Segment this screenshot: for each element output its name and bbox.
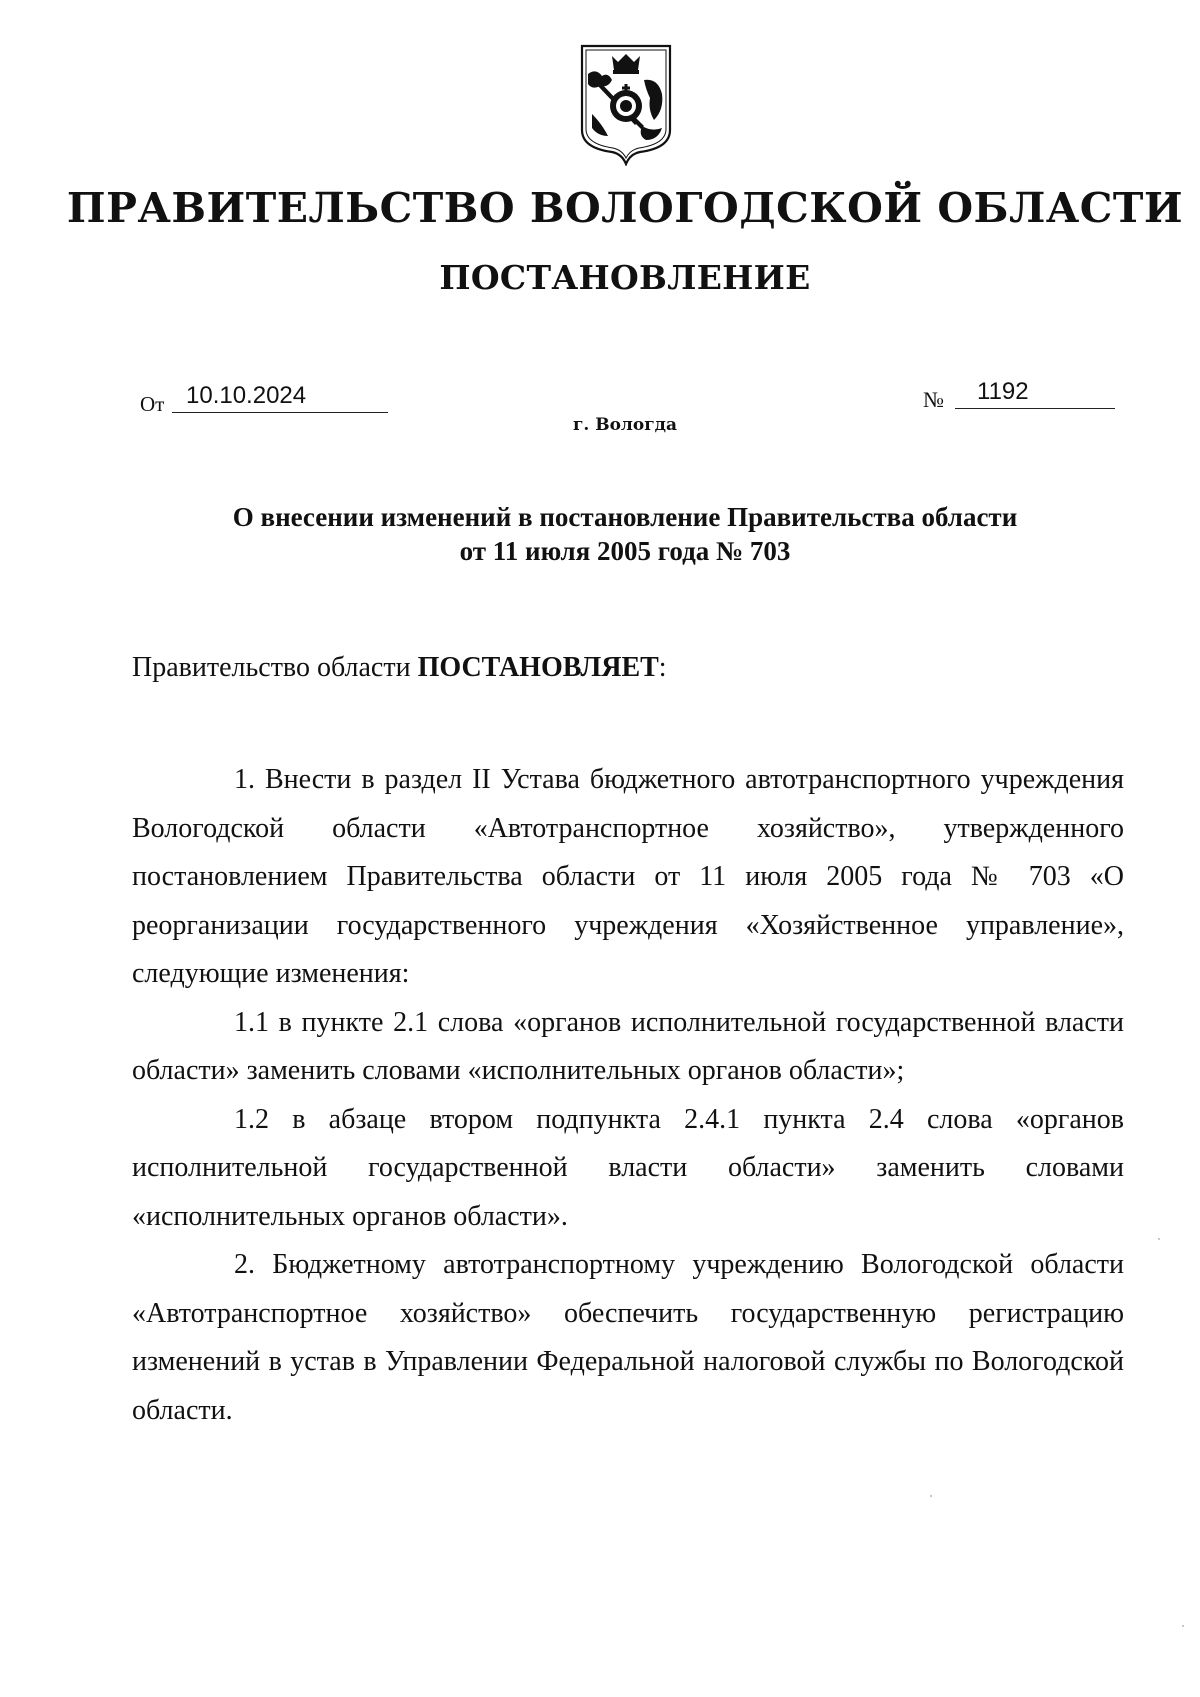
preamble-verb: ПОСТАНОВЛЯЕТ <box>417 652 659 683</box>
paragraph-1-1: 1.1 в пункте 2.1 слова «органов исполнительной государственной власти области» заменить словами «исполнительных органов области»; <box>132 1006 1124 1086</box>
paragraph-2: 2. Бюджетному автотранспортному учреждению Вологодской области «Автотранспортное хозяйство» обеспечить государственную регистрацию изменений в устав в Управлении Федеральной налоговой службы по Вологодской области. <box>132 1249 1124 1426</box>
document-type: ПОСТАНОВЛЕНИЕ <box>439 258 811 297</box>
document-number: 1192 <box>977 378 1029 405</box>
scan-speck <box>930 1495 932 1497</box>
preamble-suffix: : <box>658 652 667 683</box>
vologda-coat-of-arms-icon <box>578 44 674 166</box>
number-label: № <box>923 387 944 412</box>
date-field <box>172 382 388 413</box>
document-date: 10.10.2024 <box>186 382 307 409</box>
subject-line-2: от 11 июля 2005 года № 703 <box>459 536 791 566</box>
paragraph-1: 1. Внести в раздел II Устава бюджетного автотранспортного учреждения Вологодской области «Автотранспортное хозяйство», утвержденного постановлением Правительства области от 11 июля 2005 года № 703 «О реорганизации государственного учреждения «Хозяйственное управление», следующие изменения: <box>132 764 1124 989</box>
document-body <box>132 756 1124 1435</box>
preamble <box>132 652 667 684</box>
city: г. Вологда <box>572 415 678 435</box>
document-subject <box>150 500 1100 568</box>
scan-speck <box>1182 1625 1184 1627</box>
organization-title: ПРАВИТЕЛЬСТВО ВОЛОГОДСКОЙ ОБЛАСТИ <box>66 184 1184 232</box>
date-label: От <box>140 392 165 416</box>
subject-line-1: О внесении изменений в постановление Правительства области <box>232 502 1018 532</box>
number-field <box>955 378 1115 409</box>
scan-speck <box>1158 1238 1160 1240</box>
preamble-prefix: Правительство области <box>132 652 418 683</box>
paragraph-1-2: 1.2 в абзаце втором подпункта 2.4.1 пункта 2.4 слова «органов исполнительной государственной власти области» заменить словами «исполнительных органов области». <box>132 1103 1124 1232</box>
